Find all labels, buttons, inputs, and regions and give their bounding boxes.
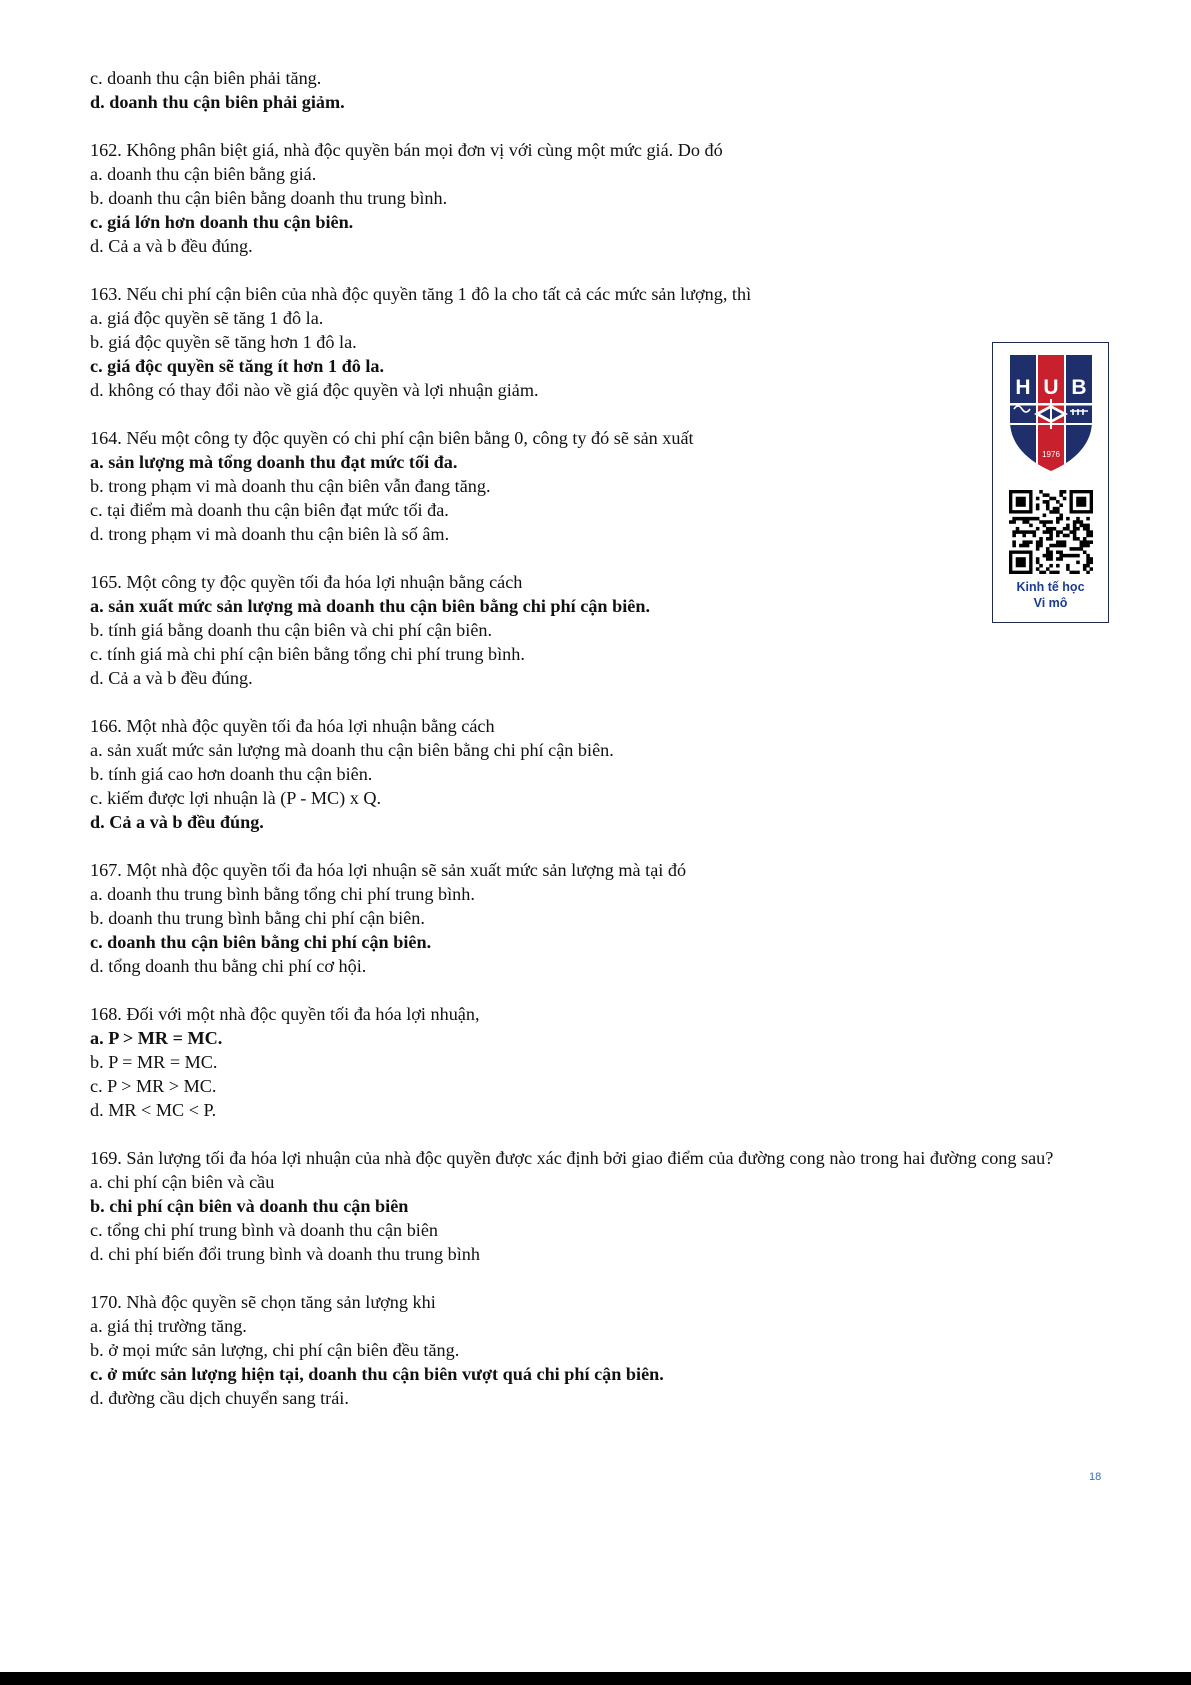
logo-letter-u: U bbox=[1043, 376, 1059, 399]
badge-caption-line1: Kinh tế học bbox=[1016, 580, 1085, 594]
bottom-border bbox=[0, 1672, 1191, 1685]
option: d. tổng doanh thu bằng chi phí cơ hội. bbox=[90, 956, 367, 976]
logo-year: 1976 bbox=[1042, 450, 1060, 459]
option: d. không có thay đổi nào về giá độc quyền và lợi nhuận giảm. bbox=[90, 380, 539, 400]
question-text: 162. Không phân biệt giá, nhà độc quyền bán mọi đơn vị với cùng một mức giá. Do đó bbox=[90, 140, 723, 160]
option: a. giá độc quyền sẽ tăng 1 đô la. bbox=[90, 308, 324, 328]
shield-left bbox=[1006, 353, 1037, 475]
logo-letter-h: H bbox=[1015, 376, 1031, 399]
option-correct: b. chi phí cận biên và doanh thu cận biên bbox=[90, 1196, 409, 1216]
option-correct: a. sản lượng mà tổng doanh thu đạt mức tối đa. bbox=[90, 452, 458, 472]
option-correct: c. ở mức sản lượng hiện tại, doanh thu cận biên vượt quá chi phí cận biên. bbox=[90, 1364, 664, 1384]
question-block bbox=[90, 138, 1060, 258]
hub-badge bbox=[992, 342, 1109, 623]
logo-letter-b: B bbox=[1071, 376, 1087, 399]
option: b. doanh thu trung bình bằng chi phí cận biên. bbox=[90, 908, 425, 928]
option: d. trong phạm vi mà doanh thu cận biên là số âm. bbox=[90, 524, 450, 544]
question-block bbox=[90, 570, 1060, 690]
option: d. MR < MC < P. bbox=[90, 1100, 217, 1120]
option-correct: c. giá lớn hơn doanh thu cận biên. bbox=[90, 212, 354, 232]
option-correct: a. sản xuất mức sản lượng mà doanh thu cận biên bằng chi phí cận biên. bbox=[90, 596, 650, 616]
badge-caption-line2: Vi mô bbox=[1033, 596, 1068, 610]
question-block bbox=[90, 1146, 1060, 1266]
question-block bbox=[90, 858, 1060, 978]
option: d. chi phí biến đổi trung bình và doanh thu trung bình bbox=[90, 1244, 480, 1264]
option: c. P > MR > MC. bbox=[90, 1076, 217, 1096]
question-161-continued bbox=[90, 66, 1060, 114]
option-correct: a. P > MR = MC. bbox=[90, 1028, 223, 1048]
question-block bbox=[90, 282, 1060, 402]
option: b. tính giá cao hơn doanh thu cận biên. bbox=[90, 764, 373, 784]
question-text: 168. Đối với một nhà độc quyền tối đa hóa lợi nhuận, bbox=[90, 1004, 480, 1024]
page-number: 18 bbox=[1089, 1471, 1102, 1483]
option: a. doanh thu cận biên bằng giá. bbox=[90, 164, 317, 184]
shield-right bbox=[1065, 353, 1096, 475]
option: c. kiếm được lợi nhuận là (P - MC) x Q. bbox=[90, 788, 382, 808]
option: c. tổng chi phí trung bình và doanh thu cận biên bbox=[90, 1220, 439, 1240]
question-text: 170. Nhà độc quyền sẽ chọn tăng sản lượng khi bbox=[90, 1292, 436, 1312]
question-block bbox=[90, 1290, 1060, 1410]
option: a. chi phí cận biên và cầu bbox=[90, 1172, 275, 1192]
option-correct: c. giá độc quyền sẽ tăng ít hơn 1 đô la. bbox=[90, 356, 385, 376]
option: d. đường cầu dịch chuyển sang trái. bbox=[90, 1388, 349, 1408]
option: a. doanh thu trung bình bằng tổng chi phí trung bình. bbox=[90, 884, 475, 904]
option: d. Cả a và b đều đúng. bbox=[90, 668, 253, 688]
option: b. doanh thu cận biên bằng doanh thu trung bình. bbox=[90, 188, 448, 208]
option: a. giá thị trường tăng. bbox=[90, 1316, 247, 1336]
option: b. giá độc quyền sẽ tăng hơn 1 đô la. bbox=[90, 332, 357, 352]
question-text: 164. Nếu một công ty độc quyền có chi phí cận biên bằng 0, công ty đó sẽ sản xuất bbox=[90, 428, 694, 448]
question-block bbox=[90, 426, 1060, 546]
qr-code bbox=[1009, 490, 1093, 574]
question-text: 166. Một nhà độc quyền tối đa hóa lợi nhuận bằng cách bbox=[90, 716, 495, 736]
badge-caption bbox=[993, 579, 1108, 611]
option: a. sản xuất mức sản lượng mà doanh thu cận biên bằng chi phí cận biên. bbox=[90, 740, 614, 760]
question-text: 165. Một công ty độc quyền tối đa hóa lợi nhuận bằng cách bbox=[90, 572, 523, 592]
question-text: 169. Sản lượng tối đa hóa lợi nhuận của nhà độc quyền được xác định bởi giao điểm của đường cong nào trong hai đường cong sau? bbox=[90, 1148, 1054, 1168]
option-correct: c. doanh thu cận biên bằng chi phí cận biên. bbox=[90, 932, 432, 952]
option: c. tại điểm mà doanh thu cận biên đạt mức tối đa. bbox=[90, 500, 449, 520]
option-correct: d. Cả a và b đều đúng. bbox=[90, 812, 264, 832]
option: b. trong phạm vi mà doanh thu cận biên vẫn đang tăng. bbox=[90, 476, 491, 496]
option: b. P = MR = MC. bbox=[90, 1052, 218, 1072]
question-text: 167. Một nhà độc quyền tối đa hóa lợi nhuận sẽ sản xuất mức sản lượng mà tại đó bbox=[90, 860, 687, 880]
option: b. ở mọi mức sản lượng, chi phí cận biên đều tăng. bbox=[90, 1340, 460, 1360]
option: c. doanh thu cận biên phải tăng. bbox=[90, 68, 322, 88]
question-text: 163. Nếu chi phí cận biên của nhà độc quyền tăng 1 đô la cho tất cả các mức sản lượng, thì bbox=[90, 284, 752, 304]
option-correct: d. doanh thu cận biên phải giảm. bbox=[90, 92, 345, 112]
question-block bbox=[90, 714, 1060, 834]
option: b. tính giá bằng doanh thu cận biên và chi phí cận biên. bbox=[90, 620, 493, 640]
question-content bbox=[90, 66, 1060, 1434]
option: c. tính giá mà chi phí cận biên bằng tổng chi phí trung bình. bbox=[90, 644, 525, 664]
hub-logo bbox=[1006, 353, 1096, 475]
question-block bbox=[90, 1002, 1060, 1122]
option: d. Cả a và b đều đúng. bbox=[90, 236, 253, 256]
